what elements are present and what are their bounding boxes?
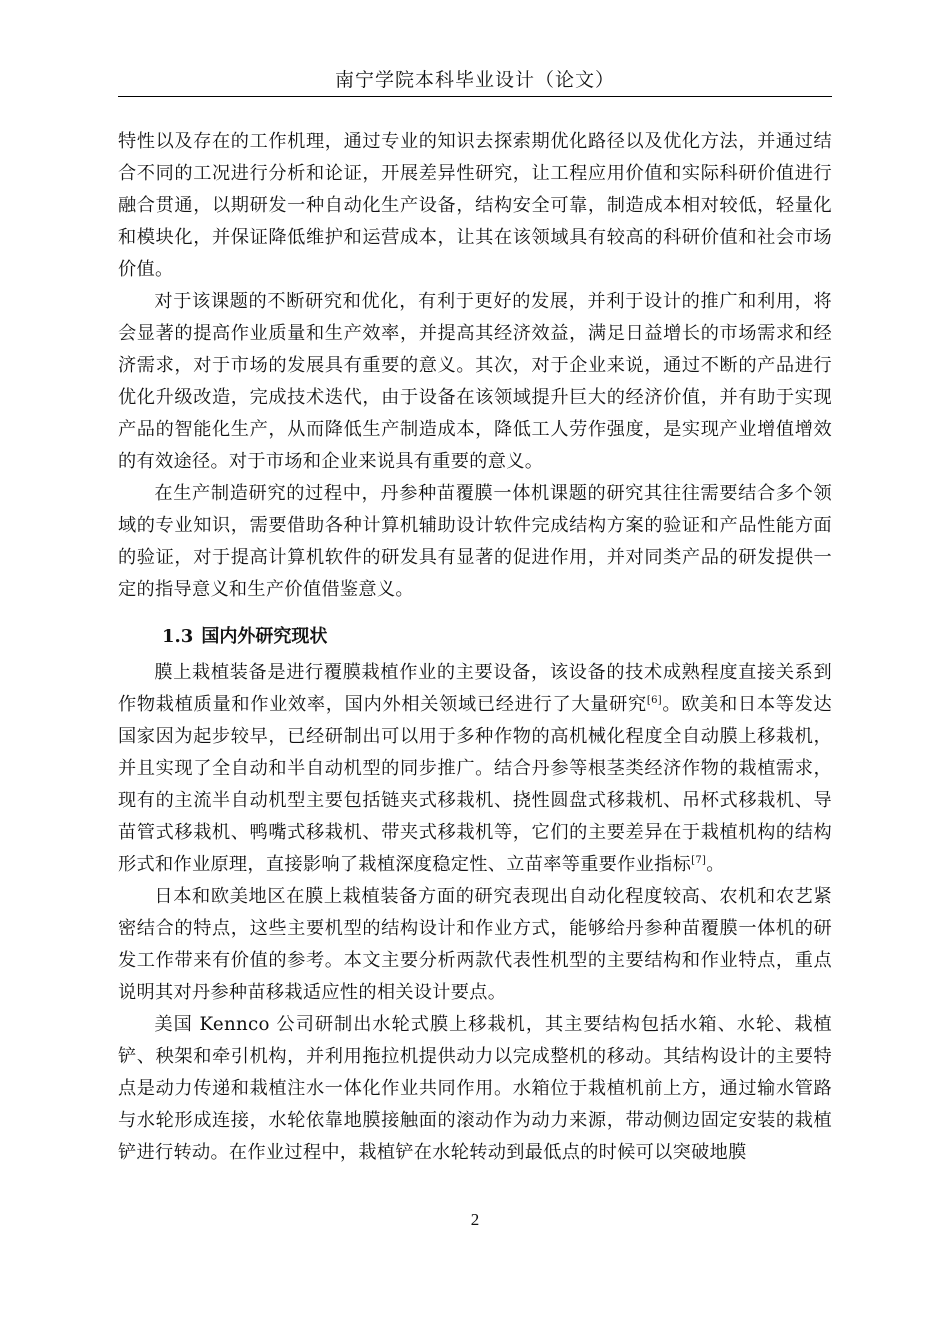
citation-7: [7]	[691, 854, 707, 866]
paragraph-3: 在生产制造研究的过程中，丹参种苗覆膜一体机课题的研究其往往需要结合多个领域的专业知识，需要借助各种计算机辅助设计软件完成结构方案的验证和产品性能方面的验证，对于提高计算机软件的研发具有显著的促进作用，并对同类产品的研发提供一定的指导意义和生产价值借鉴意义。	[118, 483, 832, 600]
citation-6: [6]	[646, 694, 662, 706]
section-number: 1.3	[162, 626, 194, 647]
header-rule	[118, 96, 832, 97]
paragraph-2: 对于该课题的不断研究和优化，有利于更好的发展，并利于设计的推广和利用，将会显著的提高作业质量和生产效率，并提高其经济效益，满足日益增长的市场需求和经济需求，对于市场的发展具有重要的意义。其次，对于企业来说，通过不断的产品进行优化升级改造，完成技术迭代，由于设备在该领域提升巨大的经济价值，并有助于实现产品的智能化生产，从而降低生产制造成本，降低工人劳作强度，是实现产业增值增效的有效途径。对于市场和企业来说具有重要的意义。	[118, 291, 832, 472]
paragraph-6: 美国 Kennco 公司研制出水轮式膜上移栽机，其主要结构包括水箱、水轮、栽植铲、秧架和牵引机构，并利用拖拉机提供动力以完成整机的移动。其结构设计的主要特点是动力传递和栽植注水一体化作业共同作用。水箱位于栽植机前上方，通过输水管路与水轮形成连接，水轮依靠地膜接触面的滚动作为动力来源，带动侧边固定安装的栽植铲进行转动。在作业过程中，栽植铲在水轮转动到最低点的时候可以突破地膜	[118, 1014, 832, 1163]
paragraph-1: 特性以及存在的工作机理，通过专业的知识去探索期优化路径以及优化方法，并通过结合不同的工况进行分析和论证，开展差异性研究，让工程应用价值和实际科研价值进行融合贯通，以期研发一种自动化生产设备，结构安全可靠，制造成本相对较低，轻量化和模块化，并保证降低维护和运营成本，让其在该领域具有较高的科研价值和社会市场价值。	[118, 131, 832, 280]
paragraph-4	[118, 657, 832, 881]
paragraph-5: 日本和欧美地区在膜上栽植装备方面的研究表现出自动化程度较高、农机和农艺紧密结合的特点，这些主要机型的结构设计和作业方式，能够给丹参种苗覆膜一体机的研发工作带来有价值的参考。本文主要分析两款代表性机型的主要结构和作业特点，重点说明其对丹参种苗移栽适应性的相关设计要点。	[118, 886, 832, 1003]
paragraph-4-part-c: 。	[706, 854, 725, 875]
section-title: 国内外研究现状	[201, 626, 328, 647]
running-header: 南宁学院本科毕业设计（论文）	[334, 69, 615, 91]
paragraph-4-part-a: 膜上栽植装备是进行覆膜栽植作业的主要设备，该设备的技术成熟程度直接关系到作物栽植质量和作业效率，国内外相关领域已经进行了大量研究	[118, 662, 832, 715]
page-number: 2	[470, 1210, 480, 1229]
section-heading	[118, 617, 832, 657]
page-body	[118, 126, 832, 1169]
paragraph-4-part-b: 。欧美和日本等发达国家因为起步较早，已经研制出可以用于多种作物的高机械化程度全自动膜上移栽机，并且实现了全自动和半自动机型的同步推广。结合丹参等根茎类经济作物的栽植需求，现有的主流半自动机型主要包括链夹式移栽机、挠性圆盘式移栽机、吊杯式移栽机、导苗管式移栽机、鸭嘴式移栽机、带夹式移栽机等，它们的主要差异在于栽植机构的结构形式和作业原理，直接影响了栽植深度稳定性、立苗率等重要作业指标	[118, 694, 833, 875]
